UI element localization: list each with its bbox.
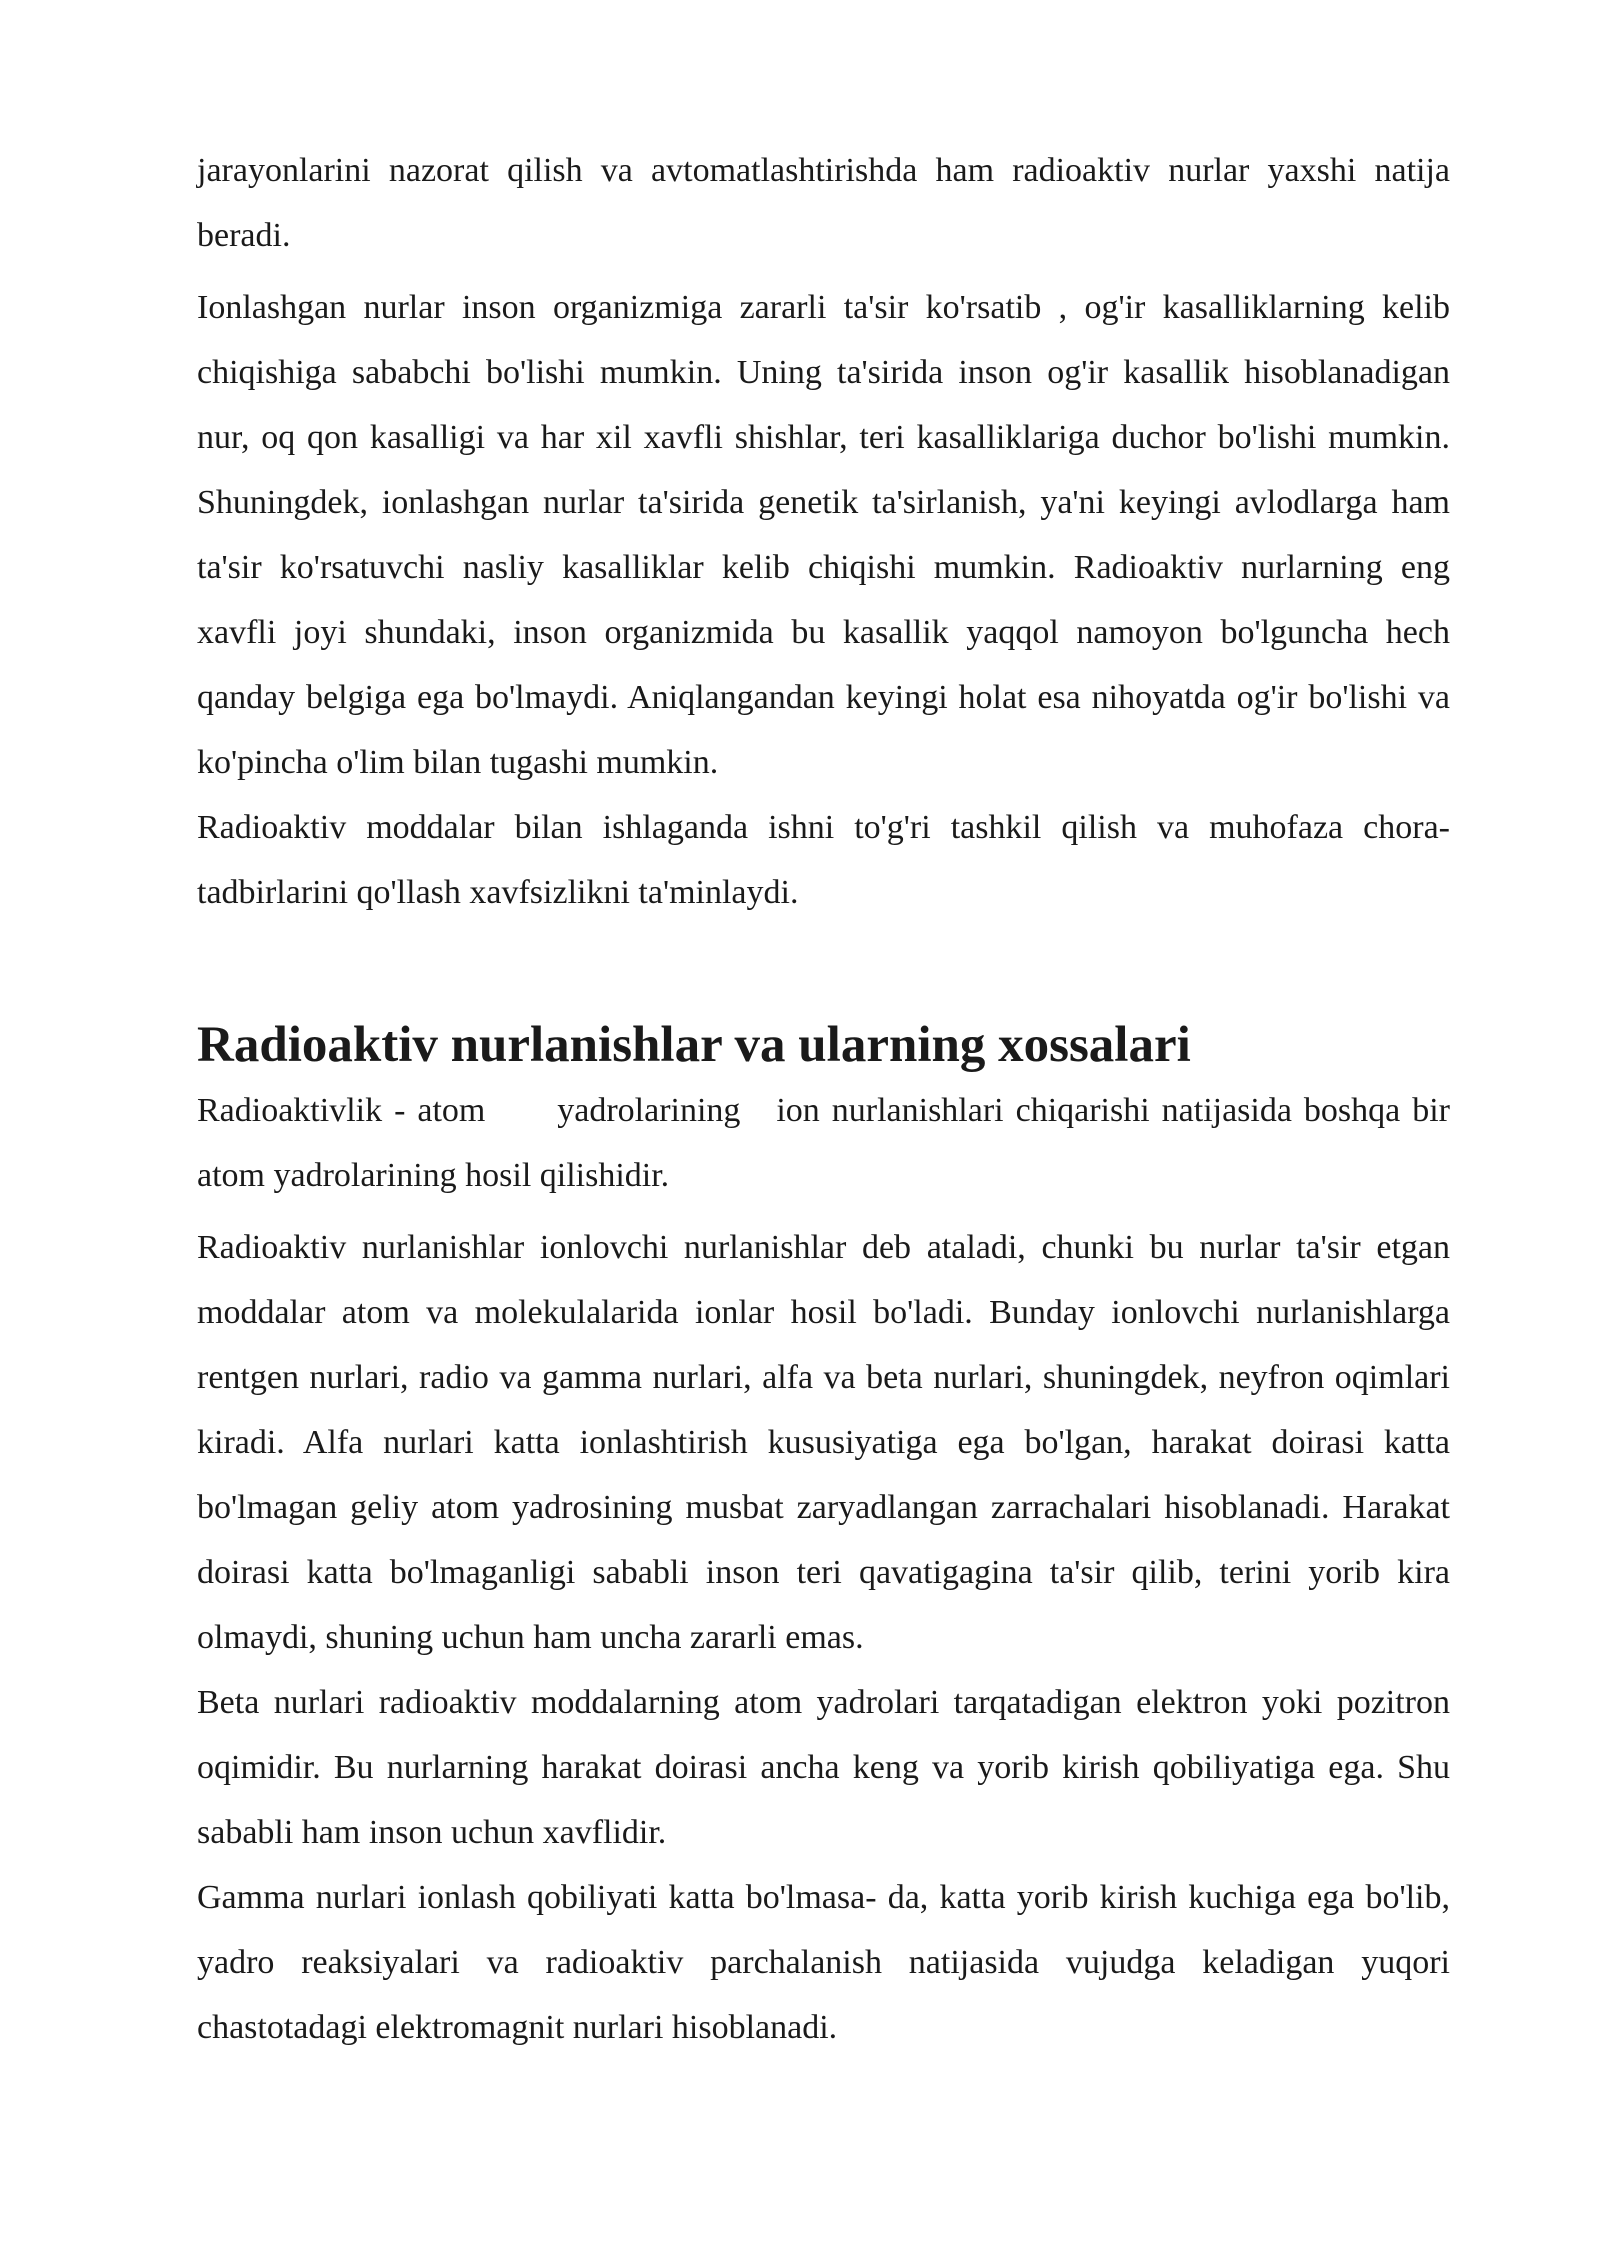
section-heading: Radioaktiv nurlanishlar va ularning xossalari — [197, 1017, 1191, 1073]
paragraph-ionizing-harm: Ionlashgan nurlar inson organizmiga zararli ta'sir ko'rsatib , og'ir kasalliklarning kelib chiqishiga sababchi bo'lishi mumkin. Uning ta'sirida inson og'ir kasallik hisoblanadigan nur, oq qon kasalligi va har xil xavfli shishlar, teri kasalliklariga duchor bo'lishi mumkin. Shuningdek, ionlashgan nurlar ta'sirida genetik ta'sirlanish, ya'ni keyingi avlodlarga ham ta'sir ko'rsatuvchi nasliy kasalliklar kelib chiqishi mumkin. Radioaktiv nurlarning eng xavfli joyi shundaki, inson organizmida bu kasallik yaqqol namoyon bo'lguncha hech qanday belgiga ega bo'lmaydi. Aniqlangandan keyingi holat esa nihoyatda og'ir bo'lishi va ko'pincha o'lim bilan tugashi mumkin. — [197, 289, 1450, 781]
paragraph-radioactivity-definition: Radioaktivlik - atom yadrolarining ion nurlanishlari chiqarishi natijasida boshqa bir atom yadrolarining hosil qilishidir. — [197, 1092, 1459, 1194]
document-page — [197, 138, 1459, 2060]
paragraph-beta-rays: Beta nurlari radioaktiv moddalarning atom yadrolari tarqatadigan elektron yoki pozitron oqimidir. Bu nurlarning harakat doirasi ancha keng va yorib kirish qobiliyatiga ega. Shu sababli ham inson uchun xavflidir. — [197, 1684, 1450, 1851]
paragraph-intro-continuation: jarayonlarini nazorat qilish va avtomatlashtirishda ham radioaktiv nurlar yaxshi natija beradi. — [197, 152, 1450, 254]
paragraph-ionizing-radiation: Radioaktiv nurlanishlar ionlovchi nurlanishlar deb ataladi, chunki bu nurlar ta'sir etgan moddalar atom va molekulalarida ionlar hosil bo'ladi. Bunday ionlovchi nurlanishlarga rentgen nurlari, radio va gamma nurlari, alfa va beta nurlari, shuningdek, neyfron oqimlari kiradi. Alfa nurlari katta ionlashtirish kususiyatiga ega bo'lgan, harakat doirasi katta bo'lmagan geliy atom yadrosining musbat zaryadlangan zarrachalari hisoblanadi. Harakat doirasi katta bo'lmaganligi sababli inson teri qavatigagina ta'sir qilib, terini yorib kira olmaydi, shuning uchun ham uncha zararli emas. — [197, 1229, 1450, 1656]
paragraph-gamma-rays: Gamma nurlari ionlash qobiliyati katta bo'lmasa- da, katta yorib kirish kuchiga ega bo'lib, yadro reaksiyalari va radioaktiv parchalanish natijasida vujudga keladigan yuqori chastotadagi elektromagnit nurlari hisoblanadi. — [197, 1879, 1450, 2046]
paragraph-safety-measures: Radioaktiv moddalar bilan ishlaganda ishni to'g'ri tashkil qilish va muhofaza chora-tadbirlarini qo'llash xavfsizlikni ta'minlaydi. — [197, 809, 1450, 911]
